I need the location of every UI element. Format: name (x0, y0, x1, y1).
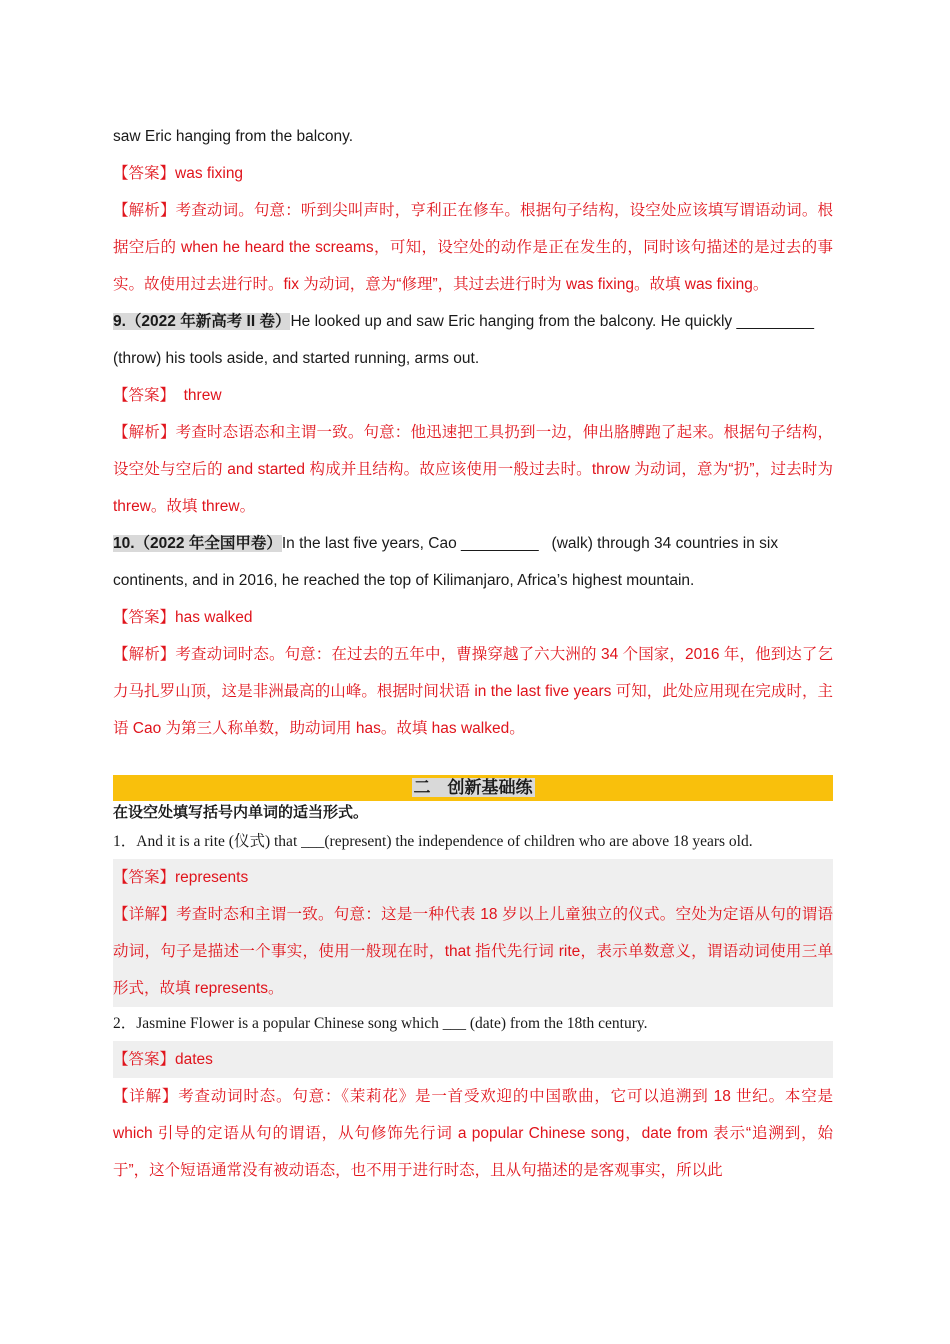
s2-answer: 【答案】dates (113, 1051, 213, 1068)
q10-number: 10.（2022 年全国甲卷） (113, 535, 282, 552)
q9-answer: 【答案】 threw (113, 387, 222, 404)
q9-stem-line2: (throw) his tools aside, and started running, arms out. (113, 350, 480, 367)
s1-solution-block (113, 859, 833, 1007)
q10-stem (113, 525, 833, 562)
s1-stem: 1．And it is a rite (仪式) that ___(represent) the independence of children who are above 18 years old. (113, 833, 753, 850)
q10-stem-line2: continents, and in 2016, he reached the top of Kilimanjaro, Africa’s highest mountain. (113, 572, 695, 589)
s1-detail: 【详解】考查时态和主谓一致。句意：这是一种代表 18 岁以上儿童独立的仪式。空处为定语从句的谓语动词，句子是描述一个事实，使用一般现在时，that 指代先行词 rite，表示单数意义，谓语动词使用三单形式，故填 represents。 (113, 906, 833, 997)
q9-stem-line1: He looked up and saw Eric hanging from the balcony. He quickly _________ (290, 313, 815, 330)
s1-answer: 【答案】represents (113, 869, 249, 886)
s2-solution-block (113, 1041, 833, 1189)
section-heading-bar (113, 775, 833, 801)
q9-stem (113, 303, 833, 340)
q10-answer: 【答案】has walked (113, 609, 253, 626)
q8-stem-tail: saw Eric hanging from the balcony. (113, 128, 354, 145)
section-instruction: 在设空处填写括号内单词的适当形式。 (113, 804, 369, 821)
s2-detail: 【详解】考查动词时态。句意：《茉莉花》是一首受欢迎的中国歌曲，它可以追溯到 18 世纪。本空是 which 引导的定语从句的谓语，从句修饰先行词 a popular Chinese song，date from 表示“追溯到，始于”，这个短语通常没有被动语态，也不用于进行时态，且从句描述的是客观事实，所以此 (113, 1078, 833, 1189)
document-page (113, 118, 833, 1189)
q8-answer: 【答案】was fixing (113, 165, 244, 182)
q10-analysis: 【解析】考查动词时态。句意：在过去的五年中，曹操穿越了六大洲的 34 个国家，2016 年，他到达了乞力马扎罗山顶，这是非洲最高的山峰。根据时间状语 in the last five years 可知，此处应用现在完成时，主语 Cao 为第三人称单数，助动词用 has。故填 has walked。 (113, 646, 833, 737)
q8-analysis: 【解析】考查动词。句意：听到尖叫声时，亨利正在修车。根据句子结构，设空处应该填写谓语动词。根据空后的 when he heard the screams，可知，设空处的动作是正在发生的，同时该句描述的是过去的事实。故使用过去进行时。fix 为动词，意为“修理”，其过去进行时为 was fixing。故填 was fixing。 (113, 202, 833, 293)
q9-number: 9.（2022 年新高考 II 卷） (113, 313, 291, 330)
q9-analysis: 【解析】考查时态语态和主谓一致。句意：他迅速把工具扔到一边，伸出胳膊跑了起来。根据句子结构，设空处与空后的 and started 构成并且结构。故应该使用一般过去时。throw 为动词，意为“扔”，过去时为 threw。故填 threw。 (113, 424, 833, 515)
section-title: 二 创新基础练 (413, 778, 533, 797)
s2-stem: 2．Jasmine Flower is a popular Chinese song which ___ (date) from the 18th century. (113, 1015, 648, 1032)
q10-stem-line1: In the last five years, Cao _________ (walk) through 34 countries in six (281, 535, 779, 552)
